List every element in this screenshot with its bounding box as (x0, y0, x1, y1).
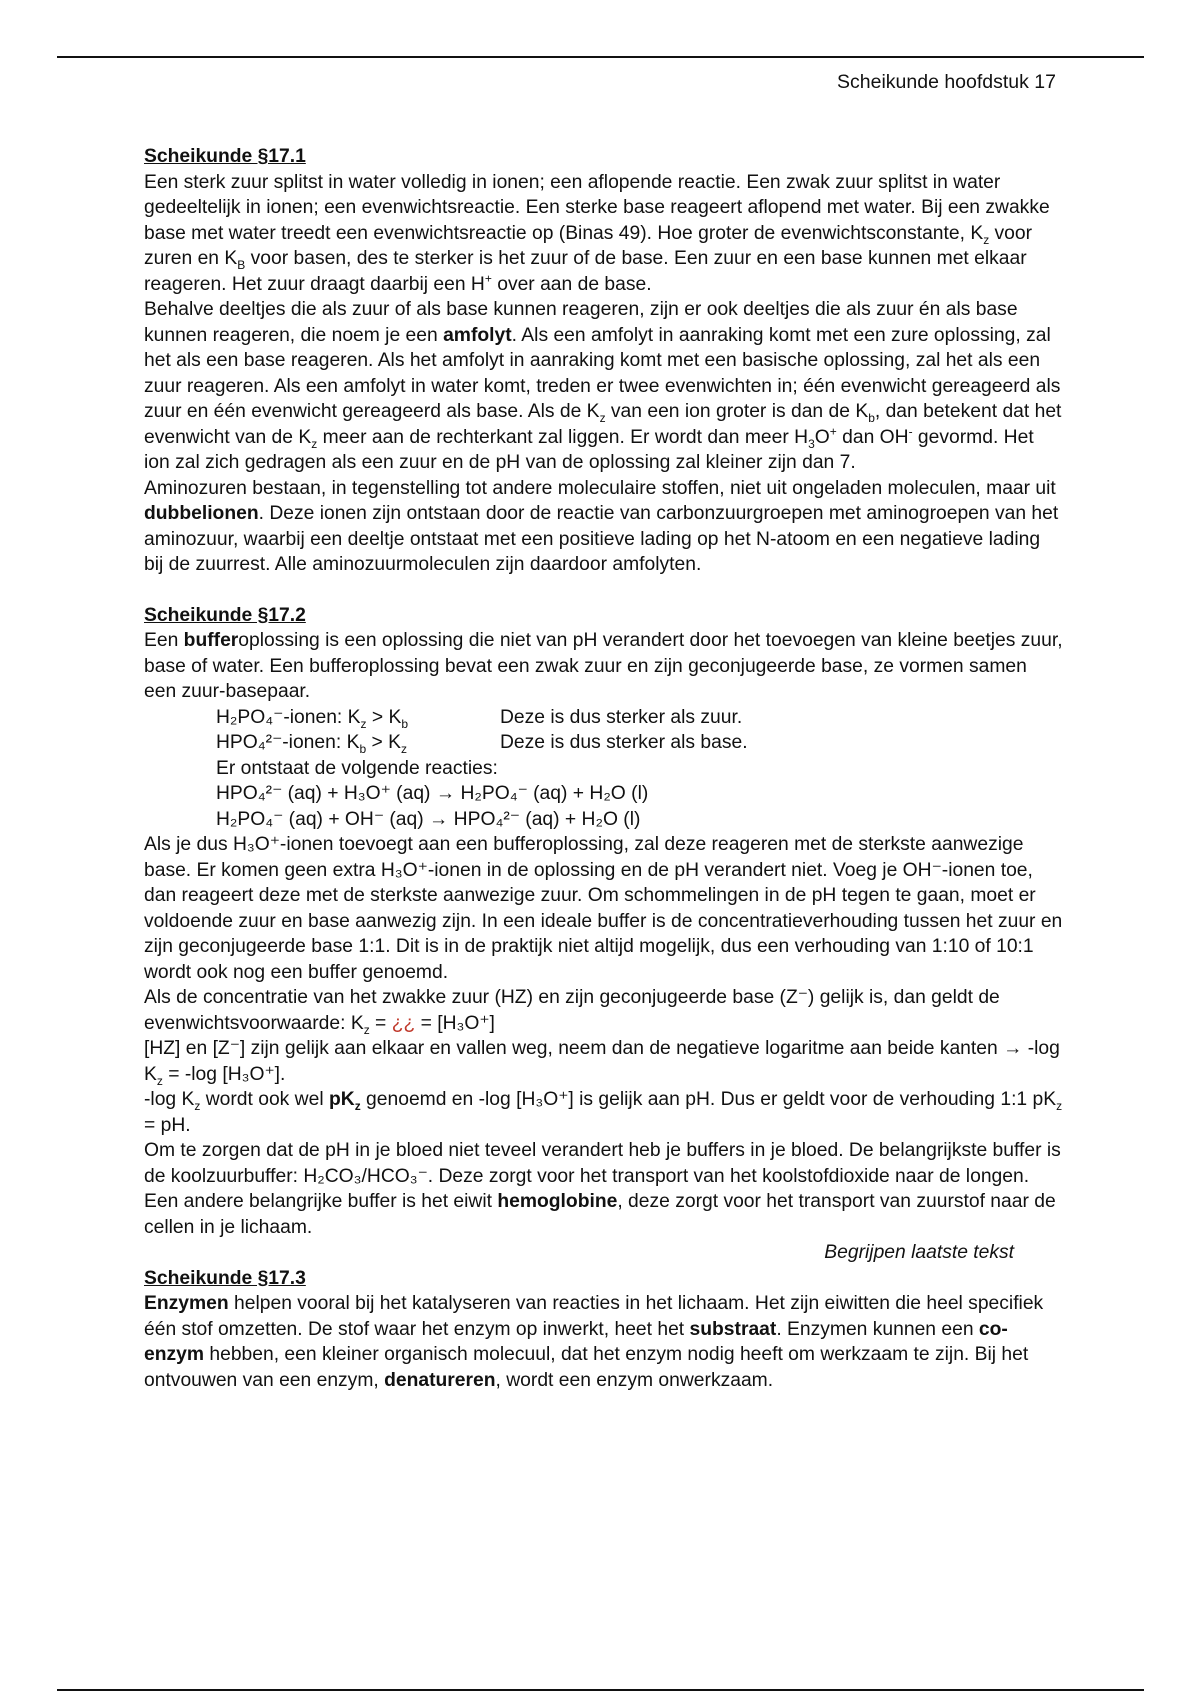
paragraph: -log $K_z$ wordt ook wel $pK_z$ genoemd en -log [H₃O⁺] is gelijk aan pH. Dus er geldt voor de verhouding 1:1 $pK_z$ = pH. (144, 1089, 1063, 1136)
document-body (144, 144, 1064, 1393)
broken-formula: ¿¿ (391, 1012, 416, 1034)
paragraph: Een bufferoplossing is een oplossing die niet van pH verandert door het toevoegen van kleine beetjes zuur, base of water. Een bufferoplossing bevat een zwak zuur en zijn geconjugeerde base, ze vormen samen een zuur-basepaar. (144, 630, 1063, 702)
footer-rule (57, 1689, 1144, 1691)
page-header: Scheikunde hoofdstuk 17 (837, 71, 1056, 93)
indented-line: H₂PO₄⁻-ionen: $K_z > K_b$ Deze is dus sterker als zuur. (216, 706, 743, 731)
margin-note: Begrijpen laatste tekst (824, 1242, 1014, 1263)
paragraph: Als je dus H₃O⁺-ionen toevoegt aan een bufferoplossing, zal deze reageren met de sterkste aanwezige base. Er komen geen extra H₃O⁺-ionen in de oplossing en de pH verandert niet. Voeg je OH⁻-ionen toe, dan reageert deze met de sterkste aanwezige zuur. Om schommelingen in de pH tegen te gaan, moet er voldoende zuur en base aanwezig zijn. In een ideale buffer is de concentratieverhouding tussen het zuur en zijn geconjugeerde base 1:1. Dit is in de praktijk niet altijd mogelijk, dus een verhouding van 1:10 of 10:1 wordt ook nog een buffer genoemd. (144, 834, 1063, 983)
paragraph: Een sterk zuur splitst in water volledig in ionen; een aflopende reactie. Een zwak zuur splitst in water gedeeltelijk in ionen; een evenwichtsreactie. Een sterke base reageert aflopend met water. Bij een zwakke base met water treedt een evenwichtsreactie op (Binas 49). Hoe groter de evenwichtsconstante, $K_z$ voor zuren en $K_B$ voor basen, des te sterker is het zuur of de base. Een zuur en een base kunnen met elkaar reageren. Het zuur draagt daarbij een H+ over aan de base. (144, 171, 1050, 295)
header-rule (57, 56, 1144, 58)
section-heading-17-3: Scheikunde §17.3 (144, 1267, 306, 1289)
reaction-equation: HPO₄²⁻ (aq) + H₃O⁺ (aq) → H₂PO₄⁻ (aq) + H₂O (l) (216, 783, 649, 804)
paragraph: Behalve deeltjes die als zuur of als base kunnen reageren, zijn er ook deeltjes die als zuur én als base kunnen reageren, die noem je een amfolyt. Als een amfolyt in aanraking komt met een zure oplossing, zal het als een base reageren. Als het amfolyt in aanraking komt met een basische oplossing, zal het als een zuur reageren. Als een amfolyt in water komt, treden er twee evenwichten in; één evenwicht gereageerd als zuur en één evenwicht gereageerd als base. Als de $K_z$ van een ion groter is dan de $K_b$, dan betekent dat het evenwicht van de $K_z$ meer aan de rechterkant zal liggen. Er wordt dan meer $H_3O^+$ dan OH- gevormd. Het ion zal zich gedragen als een zuur en de pH van de oplossing zal kleiner zijn dan 7. (144, 299, 1062, 473)
paragraph: Enzymen helpen vooral bij het katalyseren van reacties in het lichaam. Het zijn eiwitten die heel specifiek één stof omzetten. De stof waar het enzym op inwerkt, heet het substraat. Enzymen kunnen een co-enzym hebben, een kleiner organisch molecuul, dat het enzym nodig heeft om werkzaam te zijn. Bij het ontvouwen van een enzym, denatureren, wordt een enzym onwerkzaam. (144, 1293, 1044, 1391)
paragraph: [HZ] en [Z⁻] zijn gelijk aan elkaar en vallen weg, neem dan de negatieve logaritme aan beide kanten → -log $K_z = -\log$ [H₃O⁺]. (144, 1038, 1060, 1088)
section-heading-17-1: Scheikunde §17.1 (144, 146, 306, 167)
paragraph: Als de concentratie van het zwakke zuur (HZ) en zijn geconjugeerde base (Z⁻) gelijk is, dan geldt de evenwichtsvoorwaarde: $K_z$ = ¿¿ = [H₃O⁺] (144, 987, 1000, 1037)
paragraph: Aminozuren bestaan, in tegenstelling tot andere moleculaire stoffen, niet uit ongeladen moleculen, maar uit dubbelionen. Deze ionen zijn ontstaan door de reactie van carbonzuurgroepen met aminogroepen van het aminozuur, waarbij een deeltje ontstaat met een positieve lading op het N-atoom en een negatieve lading bij de zuurrest. Alle aminozuurmoleculen zijn daardoor amfolyten. (144, 477, 1059, 575)
paragraph: Om te zorgen dat de pH in je bloed niet teveel verandert heb je buffers in je bloed. De belangrijkste buffer is de koolzuurbuffer: H₂CO₃/HCO₃⁻. Deze zorgt voor het transport van het koolstofdioxide naar de longen. Een andere belangrijke buffer is het eiwit hemoglobine, deze zorgt voor het transport van zuurstof naar de cellen in je lichaam. (144, 1140, 1061, 1238)
reaction-equation: H₂PO₄⁻ (aq) + OH⁻ (aq) → HPO₄²⁻ (aq) + H₂O (l) (216, 808, 641, 830)
indented-line: Er ontstaat de volgende reacties: (216, 757, 498, 779)
indented-line: HPO₄²⁻-ionen: $K_b > K_z$ Deze is dus sterker als base. (216, 732, 748, 756)
section-heading-17-2: Scheikunde §17.2 (144, 604, 306, 626)
